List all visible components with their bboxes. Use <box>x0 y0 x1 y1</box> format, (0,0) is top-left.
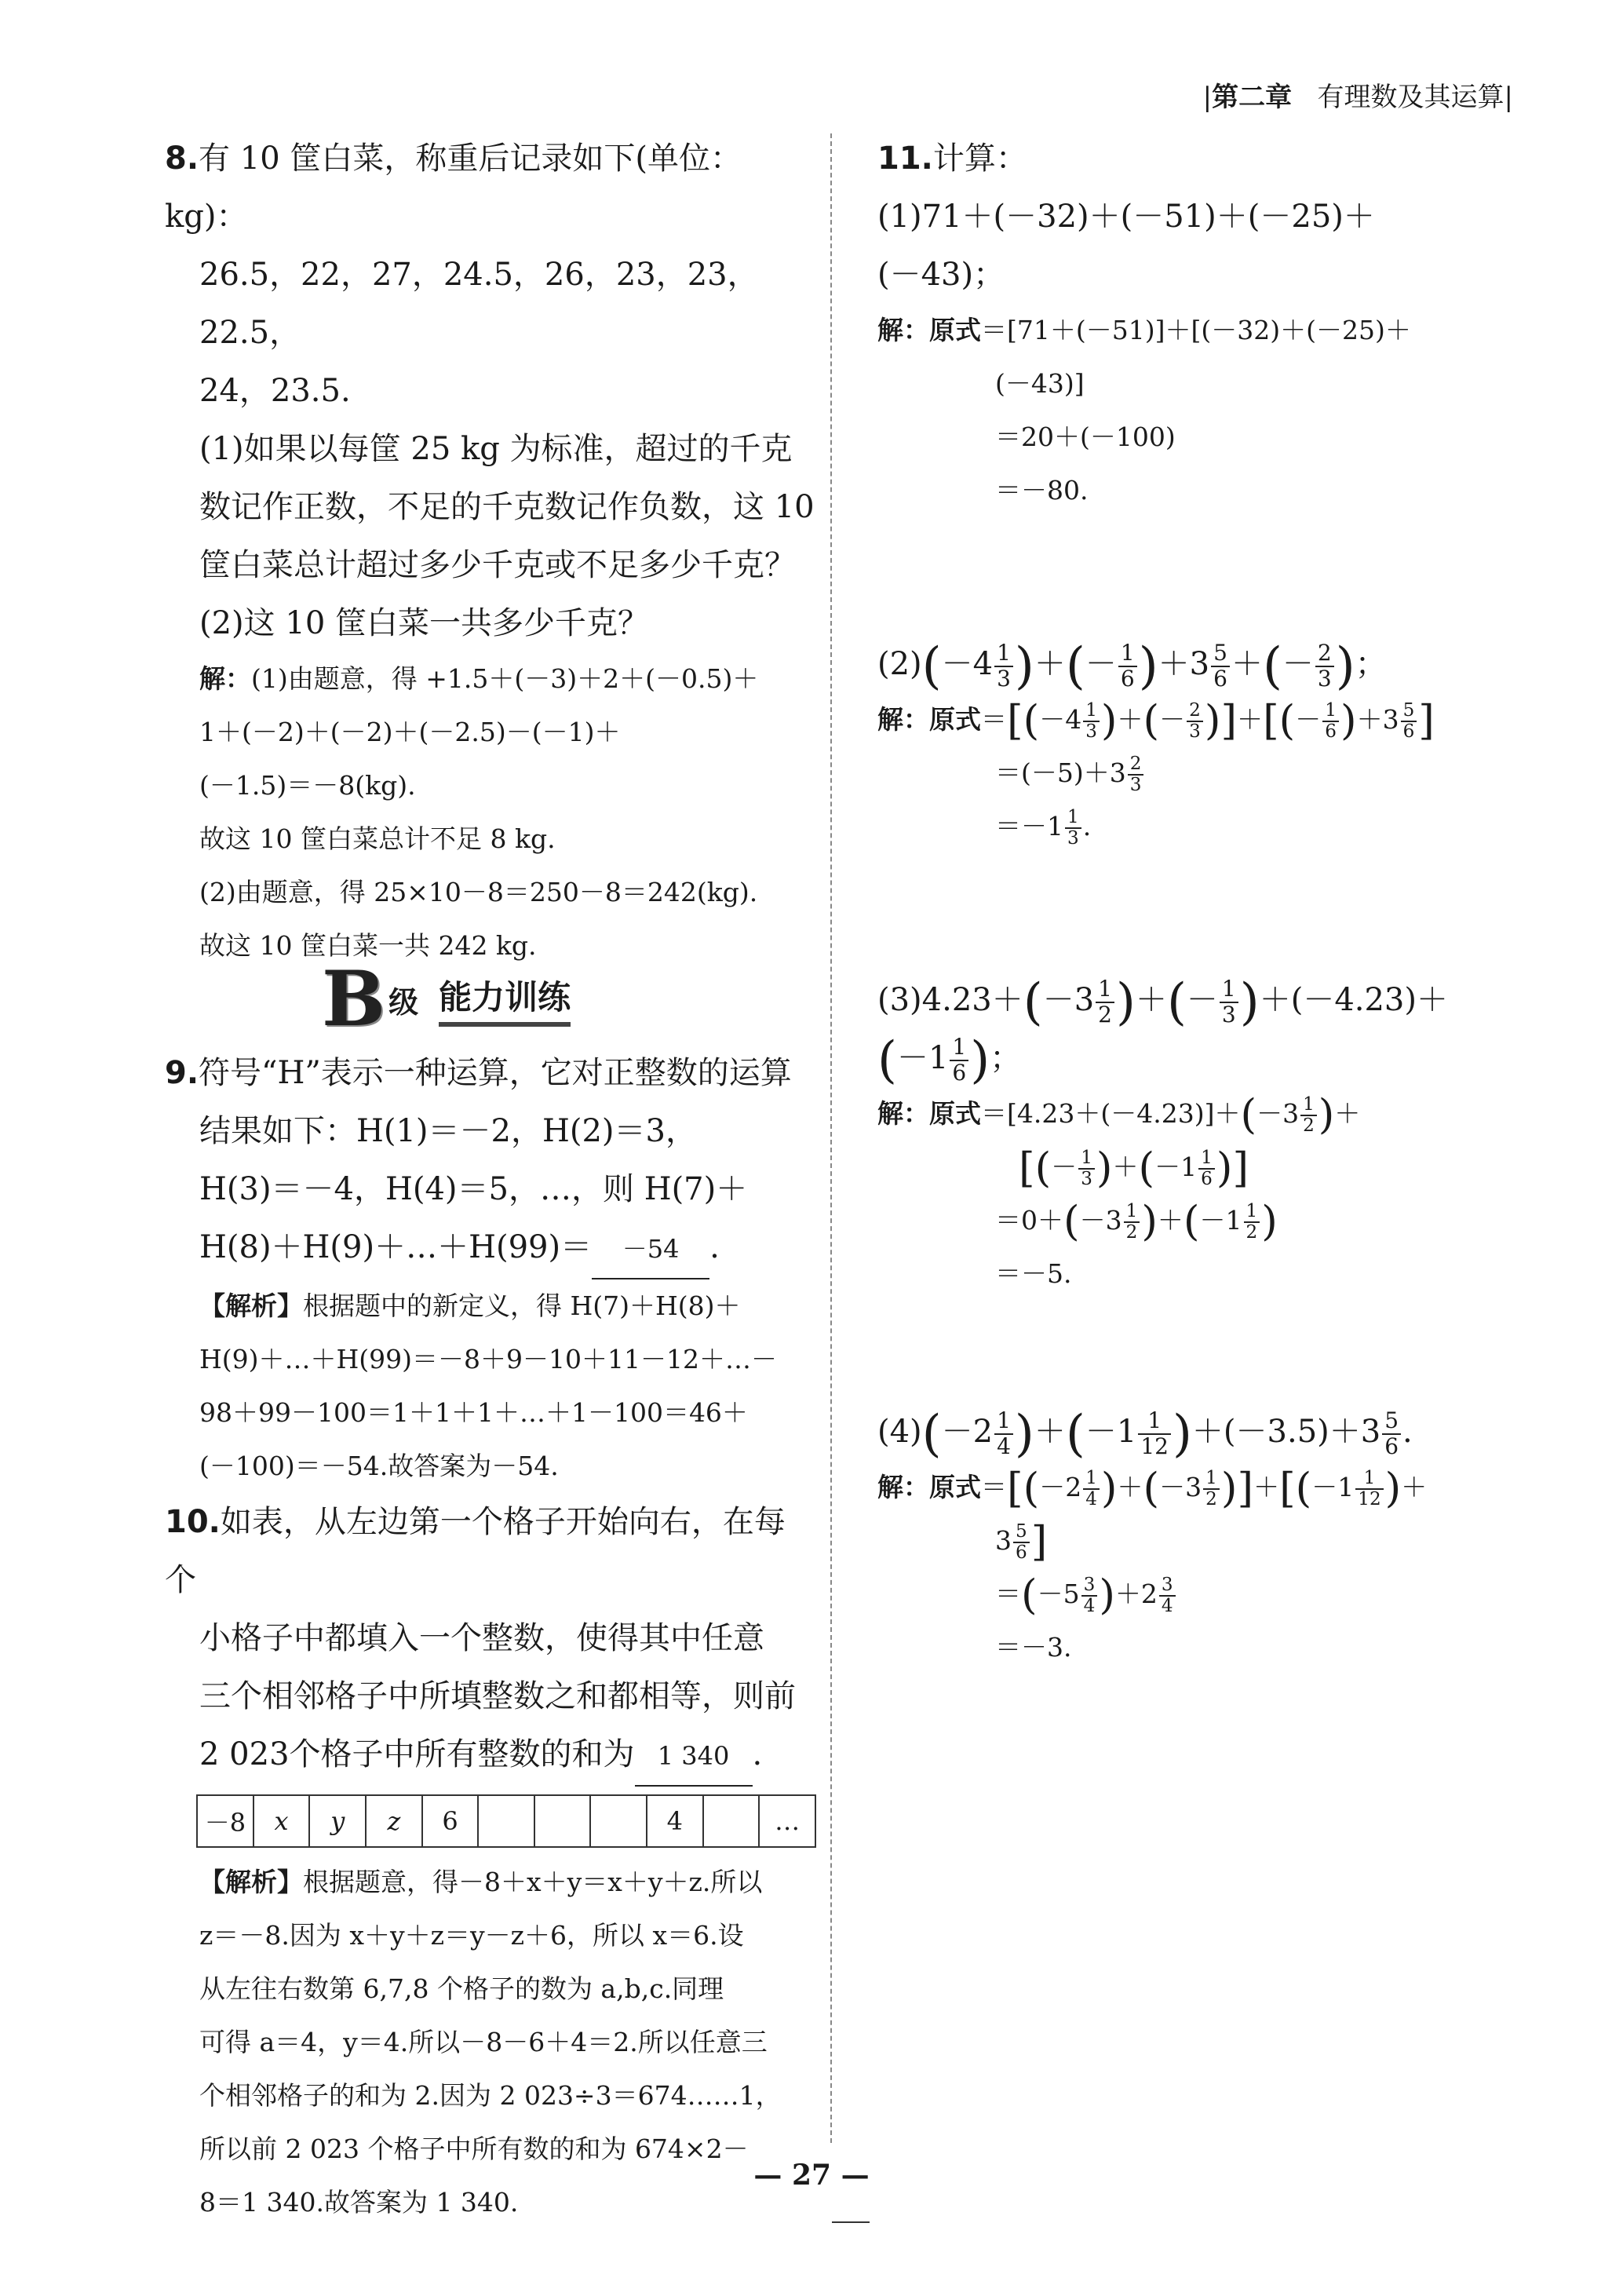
question-11 <box>877 130 1568 1674</box>
solution-label: 解： <box>199 663 251 694</box>
solution-label: 解：原式 <box>877 315 981 345</box>
question-8 <box>165 130 816 973</box>
section-level: 级 <box>388 984 419 1020</box>
question-line: H(3)＝－4，H(4)＝5，…，则 H(7)＋ <box>199 1171 748 1207</box>
question-title: 计算： <box>932 141 1027 177</box>
solution-line: ＝－5. <box>995 1258 1072 1289</box>
page-footer: — 27 — <box>753 2159 870 2192</box>
question-line: 如表，从左边第一个格子开始向右，在每个 <box>165 1504 786 1598</box>
solution-line: 故这 10 筐白菜一共 242 kg. <box>199 930 537 961</box>
grid-cell: y <box>309 1795 366 1847</box>
question-line: H(8)＋H(9)＋…＋H(99)＝ <box>199 1229 593 1265</box>
analysis-label: 【解析】 <box>199 1867 303 1897</box>
column-divider <box>830 133 832 2143</box>
grid-cell <box>590 1795 647 1847</box>
grid-cell: 6 <box>422 1795 479 1847</box>
question-line: 小格子中都填入一个整数，使得其中任意 <box>199 1620 764 1656</box>
chapter-label: 第二章 <box>1212 82 1293 113</box>
section-title: 能力训练 <box>439 972 571 1027</box>
answer-blank: －54 <box>592 1220 709 1279</box>
question-number: 9. <box>165 1055 199 1091</box>
analysis-label: 【解析】 <box>199 1290 303 1321</box>
analysis-line: 根据题中的新定义，得 H(7)＋H(8)＋ <box>303 1290 741 1321</box>
question-line: 符号“H”表示一种运算，它对正整数的运算 <box>199 1055 792 1091</box>
page-number: 27 <box>791 2159 832 2192</box>
question-line: 结果如下：H(1)＝－2，H(2)＝3， <box>199 1113 697 1149</box>
solution-line: ＝[71＋(－51)]＋[(－32)＋(－25)＋ <box>981 315 1411 345</box>
data-line: 26.5，22，27，24.5，26，23，23，22.5， <box>199 257 759 351</box>
grid-cell: x <box>253 1795 310 1847</box>
analysis-line: (－100)＝－54.故答案为－54. <box>199 1451 559 1481</box>
solution-line: 1＋(－2)＋(－2)＋(－2.5)－(－1)＋ <box>199 717 621 747</box>
grid-cell <box>534 1795 591 1847</box>
grid-cell <box>703 1795 760 1847</box>
question-number: 8. <box>165 141 199 177</box>
analysis-line: z＝－8.因为 x＋y＋z＝y－z＋6，所以 x＝6.设 <box>199 1920 744 1951</box>
analysis-line: 98＋99－100＝1＋1＋1＋…＋1－100＝46＋ <box>199 1397 748 1428</box>
section-letter: B <box>322 955 386 1043</box>
part-3-line: (3)4.23＋(－3 $\frac{1}{2}$ )＋(－ $\frac{1}{3}$ )＋(－4.23)＋ <box>877 973 1448 1031</box>
page-header: |第二章 有理数及其运算| <box>1202 82 1513 113</box>
grid-cell: 4 <box>647 1795 703 1847</box>
left-column-lower <box>165 1044 816 2229</box>
grid-cell: －8 <box>197 1795 253 1847</box>
part-3-line: (－1 $\frac{1}{6}$ )； <box>877 1031 1022 1090</box>
solution-line: 3 $\frac{5}{6}$ ] <box>995 1517 1048 1566</box>
question-10: 10.如表，从左边第一个格子开始向右，在每个 小格子中都填入一个整数，使得其中任意 三个相邻格子中所填整数之和都相等，则前 2 023个格子中所有整数的和为 1 340 . －8 x y z 6 4 … 【解析】根据题意，得－8＋x＋y＝x＋y＋z.所以 z＝－8.因为 x＋y＋z＝y－z＋6，所以 x＝6.设 从左往右数第 6,7,8 个格子的数为 a,b,c.同理 可得 a＝4，y＝4.所以－8－6＋4＝2.所以任意三 个相邻格子的和为 2.因为 2 023÷3＝674……1， 所以前 2 023 个格子中所有数的和为 674×2－ 8＝1 340.故答案为 1 340. <box>165 1493 816 2229</box>
data-line: 24，23.5. <box>199 373 351 409</box>
part-2-line: (2)这 10 筐白菜一共多少千克？ <box>199 605 649 641</box>
fraction: $\frac{1}{6}$ <box>1118 641 1137 692</box>
solution-line: ＝(－5 $\frac{3}{4}$ )＋2 $\frac{3}{4}$ <box>877 1568 1568 1621</box>
part-1-line: (1)71＋(－32)＋(－51)＋(－25)＋ <box>877 199 1375 235</box>
solution-line: ＝－80. <box>995 475 1089 506</box>
analysis-line: 个相邻格子的和为 2.因为 2 023÷3＝674……1， <box>199 2080 782 2111</box>
part-1-line: (1)如果以每筐 25 kg 为标准，超过的千克 <box>199 431 793 467</box>
grid-cell: … <box>759 1795 815 1847</box>
part-1-line: 数记作正数，不足的千克数记作负数，这 10 <box>199 489 815 525</box>
part-1-line: 筐白菜总计超过多少千克或不足多少千克？ <box>199 547 796 583</box>
solution-line: ＝0＋(－3 $\frac{1}{2}$ )＋(－1 $\frac{1}{2}$ ) <box>995 1197 1278 1246</box>
solution-line: ＝(－5)＋3 $\frac{2}{3}$ <box>877 746 1568 800</box>
question-line: 三个相邻格子中所填整数之和都相等，则前 <box>199 1678 796 1714</box>
analysis-line: 所以前 2 023 个格子中所有数的和为 674×2－ <box>199 2134 749 2164</box>
solution-line: ＝－3. <box>995 1632 1072 1663</box>
analysis-line: H(9)＋…＋H(99)＝－8＋9－10＋11－12＋…－ <box>199 1344 778 1374</box>
question-number: 11. <box>877 141 933 177</box>
fraction: $\frac{2}{3}$ <box>1315 641 1334 692</box>
solution-line: (2)由题意，得 25×10－8＝250－8＝242(kg). <box>199 877 758 907</box>
grid-row <box>197 1795 815 1847</box>
part-2-line: (2)(－4 $\frac{1}{3}$ )＋(－ $\frac{1}{6}$ )＋3 $\frac{5}{6}$ ＋(－ $\frac{2}{3}$ )； <box>877 637 1387 695</box>
answer-blank: 1 340 <box>635 1727 753 1787</box>
grid-cell: z <box>366 1795 422 1847</box>
analysis-line: 从左往右数第 6,7,8 个格子的数为 a,b,c.同理 <box>199 1973 724 2004</box>
solution-line: ＝－1 $\frac{1}{3}$ . <box>995 806 1092 849</box>
number-grid <box>196 1794 816 1848</box>
grid-cell <box>478 1795 534 1847</box>
solution-line: 解：原式＝[(－4 $\frac{1}{3}$ )＋(－ $\frac{2}{3}$ )]＋[(－ $\frac{1}{6}$ )＋3 $\frac{5}{6}$ ] <box>877 696 1435 745</box>
solution-line: 解：原式＝[4.23＋(－4.23)]＋(－3 $\frac{1}{2}$ )＋ <box>877 1090 1361 1139</box>
analysis-line: 可得 a＝4，y＝4.所以－8－6＋4＝2.所以任意三 <box>199 2027 768 2057</box>
solution-line: (－1.5)＝－8(kg). <box>199 770 416 801</box>
section-b-heading <box>322 955 571 1043</box>
solution-line: 故这 10 筐白菜总计不足 8 kg. <box>199 823 556 854</box>
solution-line: (1)由题意，得 +1.5＋(－3)＋2＋(－0.5)＋ <box>251 663 759 694</box>
analysis-line: 8＝1 340.故答案为 1 340. <box>199 2187 519 2218</box>
part-4-line: (4)(－2 $\frac{1}{4}$ )＋(－1 $\frac{1}{12}$ )＋(－3.5)＋3 $\frac{5}{6}$ . <box>877 1405 1413 1463</box>
question-number: 10. <box>165 1504 221 1540</box>
left-column <box>165 130 816 973</box>
solution-line: (－43)] <box>995 368 1085 399</box>
solution-line: [(－ $\frac{1}{3}$ )＋(－1 $\frac{1}{6}$ )] <box>1019 1144 1249 1192</box>
question-text: 有 10 筐白菜，称重后记录如下(单位：kg)： <box>165 141 742 235</box>
fraction: $\frac{1}{3}$ <box>994 641 1013 692</box>
footer-rule <box>832 2221 870 2223</box>
fraction: $\frac{5}{6}$ <box>1211 641 1230 692</box>
question-9: 9.符号“H”表示一种运算，它对正整数的运算 结果如下：H(1)＝－2，H(2)＝3， H(3)＝－4，H(4)＝5，…，则 H(7)＋ H(8)＋H(9)＋…＋H(99)＝ －54 . 【解析】根据题中的新定义，得 H(7)＋H(8)＋ H(9)＋…＋H(99)＝－8＋9－10＋11－12＋…－ 98＋99－100＝1＋1＋1＋…＋1－100＝46＋ (－100)＝－54.故答案为－54. <box>165 1044 816 1493</box>
chapter-title: 有理数及其运算 <box>1317 82 1504 113</box>
analysis-line: 根据题意，得－8＋x＋y＝x＋y＋z.所以 <box>303 1867 763 1897</box>
question-line: 2 023个格子中所有整数的和为 <box>199 1736 635 1772</box>
part-1-line: (－43)； <box>877 257 1005 293</box>
solution-line: 解：原式＝[(－2 $\frac{1}{4}$ )＋(－3 $\frac{1}{2}$ )]＋[(－1 $\frac{1}{12}$ )＋ <box>877 1464 1428 1513</box>
solution-line: ＝20＋(－100) <box>995 422 1176 452</box>
